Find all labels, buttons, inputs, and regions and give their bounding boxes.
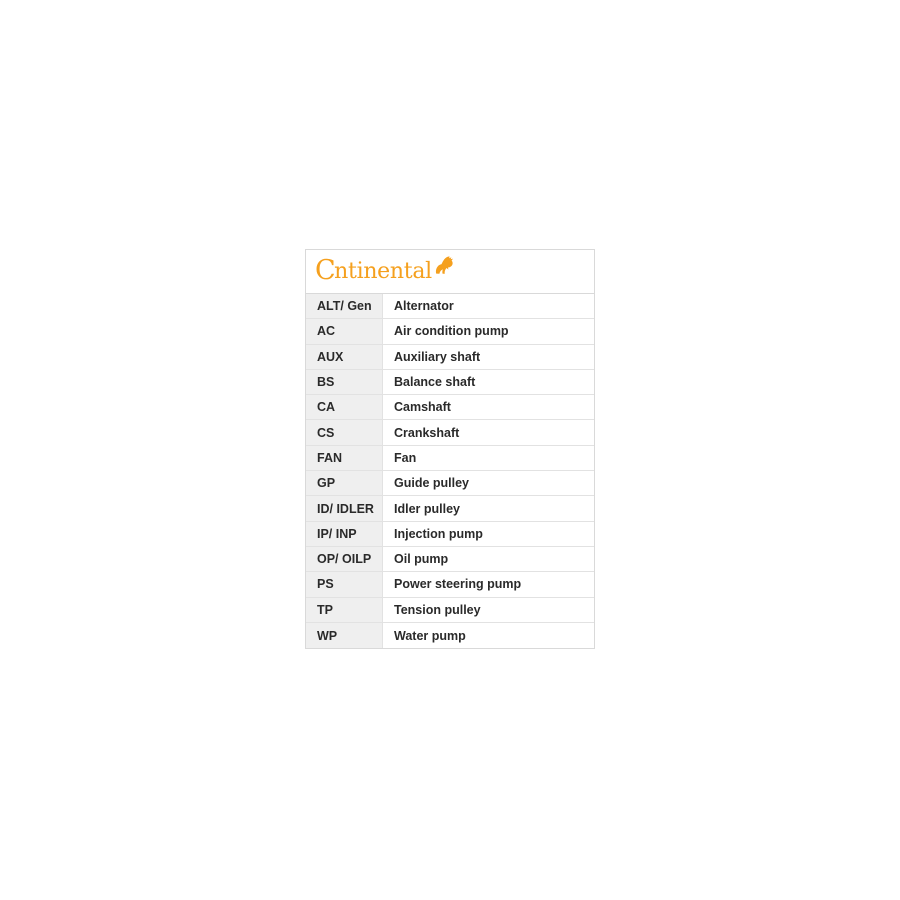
row-code: CS [306, 420, 383, 444]
continental-horse-icon [433, 255, 455, 279]
table-row [306, 319, 594, 344]
row-code: GP [306, 471, 383, 495]
row-name: Tension pulley [383, 598, 594, 622]
row-code: BS [306, 370, 383, 394]
row-name: Water pump [383, 623, 594, 648]
row-code: IP/ INP [306, 522, 383, 546]
continental-logo [315, 255, 455, 286]
table-row [306, 294, 594, 319]
row-name: Oil pump [383, 547, 594, 571]
row-name: Camshaft [383, 395, 594, 419]
table-row [306, 420, 594, 445]
row-name: Alternator [383, 294, 594, 318]
table-row [306, 598, 594, 623]
table-row [306, 370, 594, 395]
row-code: WP [306, 623, 383, 648]
logo-letter-c: C [315, 255, 336, 286]
table-row [306, 471, 594, 496]
row-name: Guide pulley [383, 471, 594, 495]
row-code: ID/ IDLER [306, 496, 383, 520]
card-header [306, 250, 594, 294]
row-name: Injection pump [383, 522, 594, 546]
table-row [306, 446, 594, 471]
table-row [306, 547, 594, 572]
table-row [306, 496, 594, 521]
table-row [306, 623, 594, 648]
row-name: Idler pulley [383, 496, 594, 520]
row-code: PS [306, 572, 383, 596]
row-code: ALT/ Gen [306, 294, 383, 318]
row-code: TP [306, 598, 383, 622]
legend-rows [306, 294, 594, 648]
row-code: AC [306, 319, 383, 343]
row-name: Fan [383, 446, 594, 470]
row-code: AUX [306, 345, 383, 369]
abbreviation-legend-card [305, 249, 595, 649]
table-row [306, 522, 594, 547]
table-row [306, 572, 594, 597]
row-name: Power steering pump [383, 572, 594, 596]
row-name: Air condition pump [383, 319, 594, 343]
row-name: Balance shaft [383, 370, 594, 394]
row-code: OP/ OILP [306, 547, 383, 571]
logo-wordmark: ntinental [334, 258, 432, 284]
table-row [306, 345, 594, 370]
row-code: CA [306, 395, 383, 419]
table-row [306, 395, 594, 420]
row-code: FAN [306, 446, 383, 470]
row-name: Crankshaft [383, 420, 594, 444]
row-name: Auxiliary shaft [383, 345, 594, 369]
